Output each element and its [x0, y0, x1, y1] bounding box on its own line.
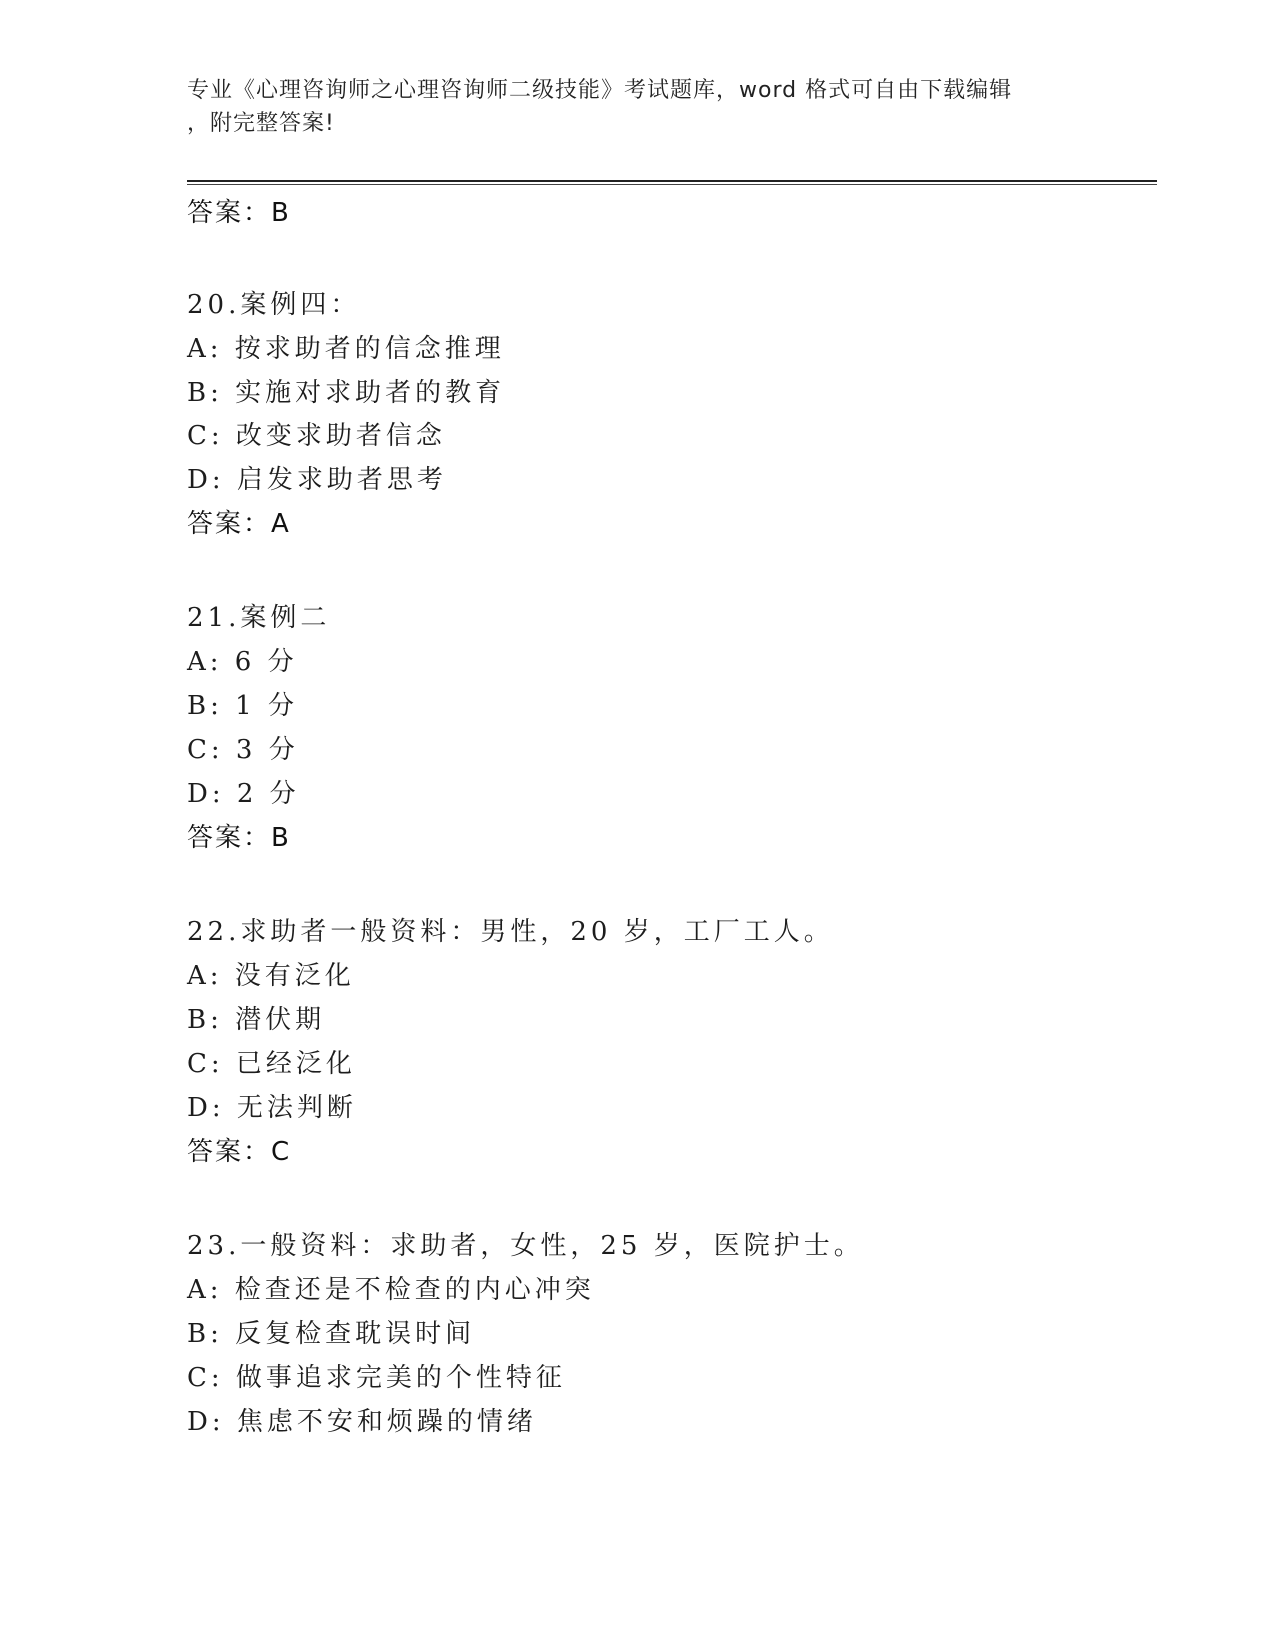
option-c: C: 已经泛化 [187, 1049, 356, 1079]
header-line-1: 专业《心理咨询师之心理咨询师二级技能》考试题库，word 格式可自由下载编辑 [187, 78, 1013, 103]
option-a: A: 按求助者的信念推理 [187, 334, 505, 364]
option-b: B: 反复检查耽误时间 [187, 1319, 476, 1349]
answer-label: 答案：B [187, 198, 291, 228]
option-d: D: 焦虑不安和烦躁的情绪 [187, 1407, 537, 1437]
option-a: A: 没有泛化 [187, 961, 355, 991]
option-c: C: 3 分 [187, 735, 299, 765]
option-b: B: 实施对求助者的教育 [187, 378, 506, 408]
answer-label: 答案：A [187, 509, 291, 539]
question-title: 21.案例二 [187, 603, 331, 633]
option-a: A: 6 分 [187, 647, 298, 677]
header-rule-thin [187, 184, 1157, 185]
option-d: D: 2 分 [187, 779, 300, 809]
answer-label: 答案：B [187, 823, 291, 853]
document-header [187, 74, 1067, 140]
header-line-2: ，附完整答案! [187, 111, 335, 136]
option-c: C: 做事追求完美的个性特征 [187, 1363, 566, 1393]
option-a: A: 检查还是不检查的内心冲突 [187, 1275, 595, 1305]
question-title: 20.案例四： [187, 290, 361, 320]
option-b: B: 潜伏期 [187, 1005, 326, 1035]
option-d: D: 无法判断 [187, 1093, 357, 1123]
option-d: D: 启发求助者思考 [187, 465, 447, 495]
option-c: C: 改变求助者信念 [187, 421, 446, 451]
option-b: B: 1 分 [187, 691, 298, 721]
question-title: 22.求助者一般资料：男性，20 岁，工厂工人。 [187, 917, 834, 947]
question-title: 23.一般资料：求助者，女性，25 岁，医院护士。 [187, 1231, 864, 1261]
answer-label: 答案：C [187, 1137, 292, 1167]
header-rule-thick [187, 180, 1157, 182]
